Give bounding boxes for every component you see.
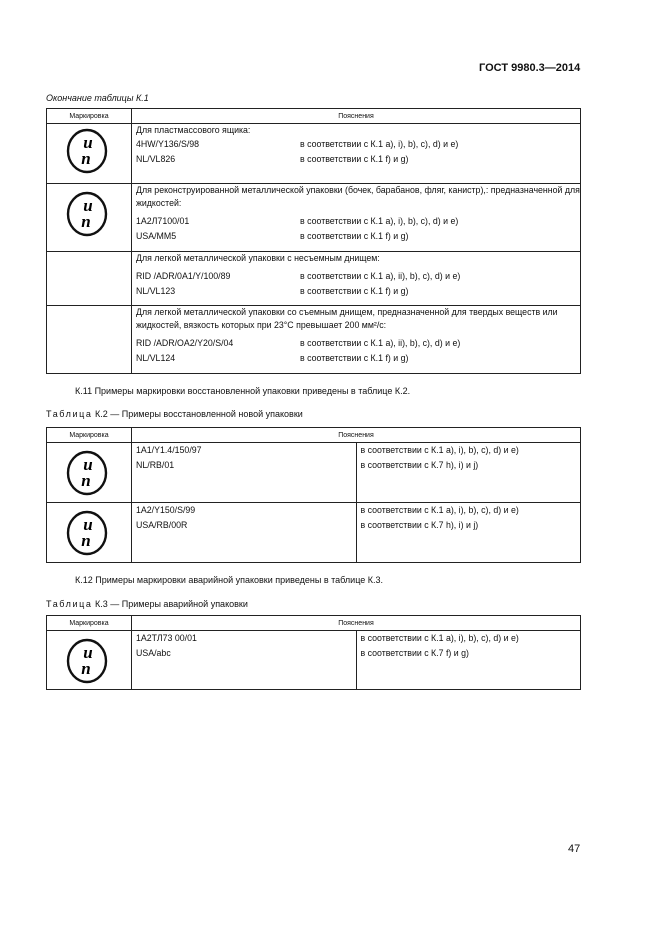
- table-k2-caption-label: Таблица: [46, 409, 93, 419]
- mark-code: 1А2Л7100/01: [136, 216, 190, 226]
- un-symbol-n: n: [81, 659, 91, 678]
- un-symbol-n: n: [81, 471, 91, 490]
- table-k2-caption: [46, 409, 303, 419]
- standard-header: ГОСТ 9980.3—2014: [479, 62, 581, 74]
- table-k2-row1-codes: [132, 443, 357, 503]
- table-k2-row1-mark: [47, 443, 132, 503]
- table-k3-col-mark: Маркировка: [47, 616, 132, 631]
- mark-code: RID /ADR/0A1/Y/100/89: [136, 271, 231, 281]
- table-k2-caption-text: К.2 — Примеры восстановленной новой упаковки: [95, 409, 303, 419]
- table-k1-row4-expl: [132, 306, 581, 374]
- un-symbol-u: u: [83, 133, 93, 152]
- table-k1-caption: Окончание таблицы К.1: [46, 93, 149, 103]
- mark-code: NL/RB/01: [136, 460, 175, 470]
- table-k1-row2-expl: [132, 184, 581, 252]
- mark-code: USA/abc: [136, 648, 171, 658]
- table-k1-row3-mark: [47, 252, 132, 306]
- un-packaging-symbol-icon: [65, 509, 109, 557]
- un-packaging-symbol-icon: [65, 127, 109, 175]
- mark-code: USA/MM5: [136, 231, 177, 241]
- table-k2-row2-mark: [47, 503, 132, 563]
- mark-explanation: в соответствии с К.1 f) и g): [300, 154, 409, 164]
- un-symbol-n: n: [81, 212, 91, 231]
- table-k1-row3-expl: [132, 252, 581, 306]
- mark-code: NL/VL123: [136, 286, 176, 296]
- un-symbol-n: n: [81, 149, 91, 168]
- paragraph-k11: К.11 Примеры маркировки восстановленной упаковки приведены в таблице К.2.: [75, 386, 411, 396]
- un-symbol-n: n: [81, 531, 91, 550]
- table-k1: [46, 108, 581, 374]
- mark-explanation: в соответствии с К.1 а), i), b), с), d) и е): [300, 139, 459, 149]
- mark-explanation: в соответствии с К.1 f) и g): [300, 353, 409, 363]
- mark-explanation: в соответствии с К.7 f) и g): [360, 648, 469, 658]
- mark-code: USA/RB/00R: [136, 520, 188, 530]
- table-k2-col-expl: Пояснения: [132, 428, 581, 443]
- table-k1-col-mark: Маркировка: [47, 109, 132, 124]
- un-symbol-u: u: [83, 643, 93, 662]
- mark-code: NL/VL124: [136, 353, 176, 363]
- un-symbol-u: u: [83, 515, 93, 534]
- table-k2-row2-codes: [132, 503, 357, 563]
- table-k3-caption: [46, 599, 248, 609]
- table-k2-col-mark: Маркировка: [47, 428, 132, 443]
- table-k2-row1-expls: [356, 443, 581, 503]
- table-k3-caption-text: К.3 — Примеры аварийной упаковки: [95, 599, 248, 609]
- un-symbol-u: u: [83, 455, 93, 474]
- row-intro: Для пластмассового ящика:: [136, 125, 251, 135]
- table-k1-row4-mark: [47, 306, 132, 374]
- table-k1-row1-mark: [47, 124, 132, 184]
- mark-explanation: в соответствии с К.1 а), i), b), с), d) и е): [300, 216, 459, 226]
- mark-explanation: в соответствии с К.1 а), i), b), с), d) и е): [360, 505, 519, 515]
- mark-code: 4HW/Y136/S/98: [136, 139, 200, 149]
- table-k2-row2-expls: [356, 503, 581, 563]
- row-intro: Для легкой металлической упаковки с несъемным днищем:: [136, 253, 380, 263]
- page-number: 47: [568, 843, 581, 855]
- mark-explanation: в соответствии с К.1 f) и g): [300, 231, 409, 241]
- mark-explanation: в соответствии с К.1 f) и g): [300, 286, 409, 296]
- table-k3-row1-codes: [132, 631, 357, 690]
- mark-code: RID /ADR/OA2/Y20/S/04: [136, 338, 234, 348]
- table-k1-row1-expl: [132, 124, 581, 184]
- un-packaging-symbol-icon: [65, 637, 109, 685]
- mark-code: 1А2/Y150/S/99: [136, 505, 196, 515]
- un-packaging-symbol-icon: [65, 449, 109, 497]
- row-intro: Для реконструированной металлической упаковки (бочек, барабанов, фляг, канистр),: предназначенной для жидкостей:: [136, 185, 580, 208]
- mark-explanation: в соответствии с К.1 а), i), b), с), d) и е): [360, 633, 519, 643]
- table-k3-col-expl: Пояснения: [132, 616, 581, 631]
- mark-explanation: в соответствии с К.1 а), i), b), с), d) и е): [360, 445, 519, 455]
- mark-code: 1А1/Y1.4/150/97: [136, 445, 202, 455]
- mark-explanation: в соответствии с К.7 h), i) и j): [360, 460, 479, 470]
- mark-explanation: в соответствии с К.1 а), ii), b), с), d) и е): [300, 338, 461, 348]
- table-k3-row1-mark: [47, 631, 132, 690]
- table-k1-col-expl: Пояснения: [132, 109, 581, 124]
- mark-explanation: в соответствии с К.7 h), i) и j): [360, 520, 479, 530]
- mark-code: 1А2ТЛ73 00/01: [136, 633, 197, 643]
- paragraph-k12: К.12 Примеры маркировки аварийной упаковки приведены в таблице К.3.: [75, 575, 384, 585]
- table-k3-row1-expls: [356, 631, 581, 690]
- un-symbol-u: u: [83, 196, 93, 215]
- table-k3-caption-label: Таблица: [46, 599, 93, 609]
- un-packaging-symbol-icon: [65, 190, 109, 238]
- table-k3: [46, 615, 581, 690]
- mark-explanation: в соответствии с К.1 а), ii), b), с), d) и е): [300, 271, 461, 281]
- table-k1-row2-mark: [47, 184, 132, 252]
- table-k2: [46, 427, 581, 563]
- mark-code: NL/VL826: [136, 154, 176, 164]
- row-intro: Для легкой металлической упаковки со съемным днищем, предназначенной для твердых веществ или жидкостей, вязкость которых при 23°С превышает 200 мм²/с:: [136, 307, 558, 330]
